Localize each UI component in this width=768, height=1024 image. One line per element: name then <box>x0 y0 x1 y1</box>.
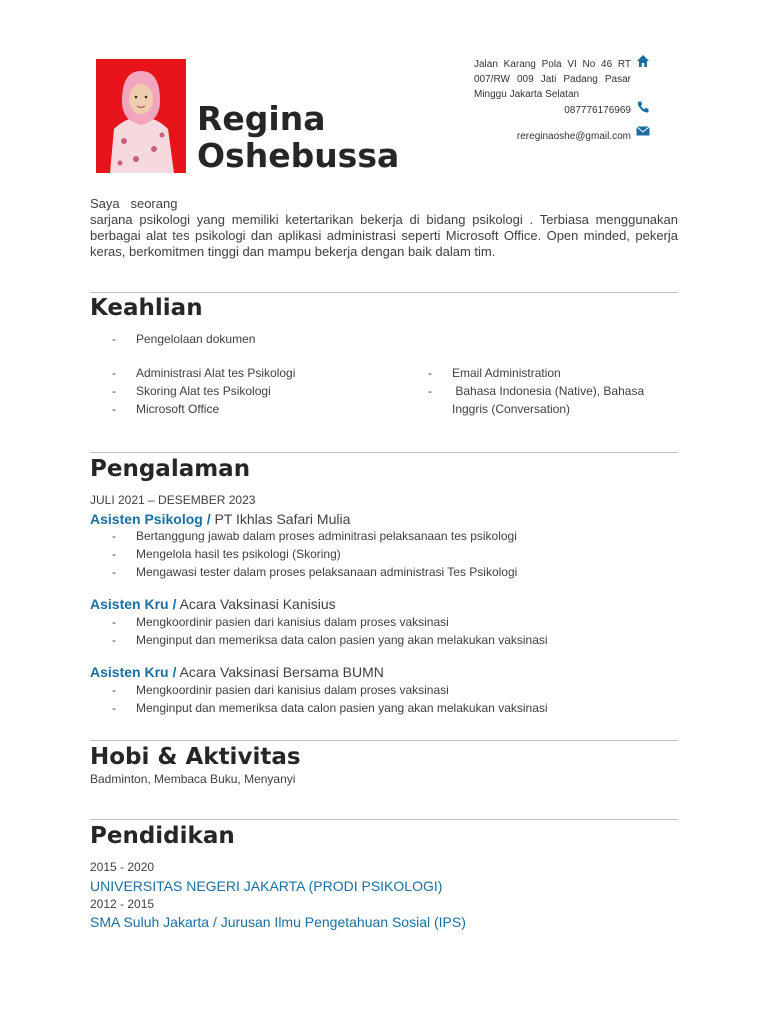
job-organization: Acara Vaksinasi Kanisius <box>176 596 336 612</box>
mail-icon <box>636 124 650 138</box>
skills-heading: Keahlian <box>90 295 203 321</box>
last-name: Oshebussa <box>197 136 400 175</box>
job-tasks <box>90 527 678 581</box>
divider <box>90 452 678 453</box>
education-years: 2012 - 2015 <box>90 897 155 911</box>
skill-item: - Bahasa Indonesia (Native), Bahasa Inggris (Conversation) <box>406 382 674 418</box>
job-tasks <box>90 681 678 717</box>
skill-item: - Administrasi Alat tes Psikologi <box>90 364 406 382</box>
education-school: SMA Suluh Jakarta / Jurusan Ilmu Pengetahuan Sosial (IPS) <box>90 914 466 930</box>
first-name: Regina <box>197 99 326 138</box>
job-title <box>90 510 350 528</box>
profile-photo <box>96 59 186 173</box>
job-title <box>90 663 384 681</box>
skill-item: - Email Administration <box>406 364 674 382</box>
skill-item: - Pengelolaan dokumen <box>90 330 390 348</box>
email-address[interactable]: rereginaoshe@gmail.com <box>516 131 631 142</box>
job-title <box>90 595 336 613</box>
job-task: - Mengelola hasil tes psikologi (Skoring) <box>90 545 678 563</box>
job-task: - Mengkoordinir pasien dari kanisius dalam proses vaksinasi <box>90 681 678 699</box>
phone-icon <box>636 100 650 114</box>
skill-item: - Microsoft Office <box>90 400 406 418</box>
job-role: Asisten Kru / <box>90 664 177 680</box>
hobbies-heading: Hobi & Aktivitas <box>90 744 301 770</box>
education-school: UNIVERSITAS NEGERI JAKARTA (PRODI PSIKOLOGI) <box>90 878 443 894</box>
experience-heading: Pengalaman <box>90 456 251 482</box>
job-task: - Menginput dan memeriksa data calon pasien yang akan melakukan vaksinasi <box>90 631 678 649</box>
education-years: 2015 - 2020 <box>90 860 155 874</box>
job-task: - Mengkoordinir pasien dari kanisius dalam proses vaksinasi <box>90 613 678 631</box>
job-role: Asisten Kru / <box>90 596 177 612</box>
job-task: - Menginput dan memeriksa data calon pasien yang akan melakukan vaksinasi <box>90 699 678 717</box>
skill-item: - Skoring Alat tes Psikologi <box>90 382 406 400</box>
job-task: - Bertanggung jawab dalam proses adminitrasi pelaksanaan tes psikologi <box>90 527 678 545</box>
skills-left-column <box>90 364 406 418</box>
summary-line-1: Saya seorang <box>90 196 178 211</box>
home-icon <box>636 54 650 68</box>
address: Jalan Karang Pola VI No 46 RT 007/RW 009 Jati Padang Pasar Minggu Jakarta Selatan <box>474 59 631 100</box>
hobbies-text: Badminton, Membaca Buku, Menyanyi <box>90 772 296 786</box>
skills-right-column <box>406 364 674 418</box>
experience-period: JULI 2021 – DESEMBER 2023 <box>90 493 256 507</box>
divider <box>90 819 678 820</box>
job-tasks <box>90 613 678 649</box>
job-task: - Mengawasi tester dalam proses pelaksanaan administrasi Tes Psikologi <box>90 563 678 581</box>
education-heading: Pendidikan <box>90 823 235 849</box>
job-organization: PT Ikhlas Safari Mulia <box>210 511 351 527</box>
job-role: Asisten Psikolog / <box>90 511 211 527</box>
summary-text: sarjana psikologi yang memiliki ketertarikan bekerja di bidang psikologi . Terbiasa menggunakan berbagai alat tes psikologi dan aplikasi administrasi seperti Microsoft Office. Open minded, pekerja keras, berkomitmen tinggi dan mampu bekerja dengan baik dalam tim. <box>90 212 678 259</box>
profile-summary <box>90 196 678 260</box>
full-name <box>197 100 399 174</box>
job-organization: Acara Vaksinasi Bersama BUMN <box>176 664 384 680</box>
divider <box>90 740 678 741</box>
divider <box>90 292 678 293</box>
phone-number[interactable]: 087776176969 <box>564 105 631 116</box>
